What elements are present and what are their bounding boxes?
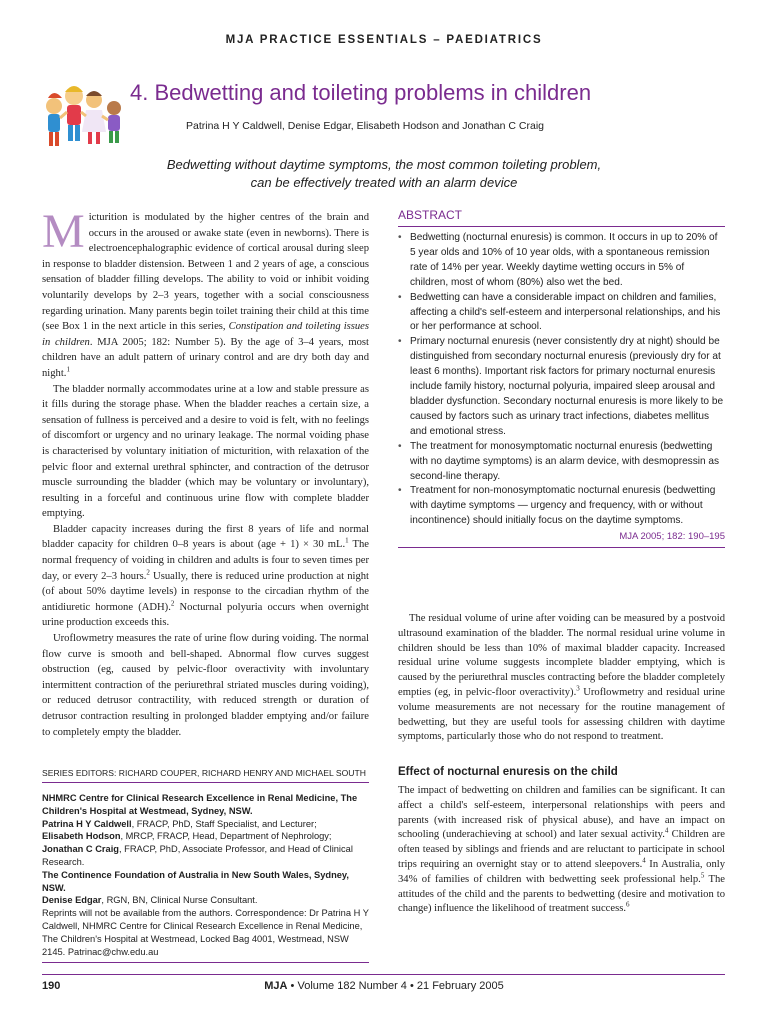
affiliation-author: Elisabeth Hodson, MRCP, FRACP, Head, Department of Nephrology; [42,831,332,842]
footer-rule [42,974,725,975]
body-paragraph: Micturition is modulated by the higher centres of the brain and occurs in the aroused or awake state (even in newborns). There is electroencephalographic evidence of cortical arousal during sleep in response to bladder distension. Between 1 and 2 years of age, a conscious sensation of bladder filling develops. The ability to void or inhibit voiding voluntarily develops by 2–3 years, together with a social consciousness regarding urination. Many parents begin toilet training their child at this time (see Box 1 in the next article in this series, Constipation and toileting issues in children. MJA 2005; 182: Number 5). By the age of 3–4 years, most children have an adult pattern of urinary control and are dry both day and night.$^1$ [42,205,369,379]
running-header: MJA PRACTICE ESSENTIALS – PAEDIATRICS [225,34,543,46]
body-paragraph: Uroflowmetry measures the rate of urine flow during voiding. The normal flow curve is smooth and bell-shaped. Abnormal flow curves suggest obstruction (eg, caused by pelvic-floor overactivity with involuntary intermittent contraction of the periurethral striated muscles during voiding), or reduced detrusor contractility, with reduced strength or duration of detrusor contraction resulting in prolonged bladder emptying and/or failure to completely empty the bladder. [42,633,369,738]
abstract-list [398,231,725,529]
section-heading: Effect of nocturnal enuresis on the child [398,766,618,779]
correspondence: Reprints will not be available from the authors. Correspondence: Dr Patrina H Y Caldwell, NHMRC Centre for Clinical Research Excellence in Renal Medicine, The Children's Hospital at Westmead, Locked Bag 4001, Westmead, NSW 2145. Patrinac@chw.edu.au [42,908,369,957]
abstract-item: • Bedwetting can have a considerable impact on children and families, affecting a child's self-esteem and interpersonal relationships, and his or her performance at school. [398,291,725,336]
article-title: 4. Bedwetting and toileting problems in children [130,80,592,105]
left-column-body [42,205,370,740]
author-list: Patrina H Y Caldwell, Denise Edgar, Elisabeth Hodson and Jonathan C Craig [186,120,544,132]
abstract-item: • The treatment for monosymptomatic nocturnal enuresis (bedwetting with no daytime symptoms) is an alarm device, with desmopressin as second-line therapy. [398,440,725,485]
abstract-item: • Bedwetting (nocturnal enuresis) is common. It occurs in up to 20% of 5 year olds and 10% of 10 year olds, with a spontaneous remission rate of 14% per year. Weekly daytime wetting occurs in 5% of children, most of whom (80%) also wet the bed. [398,231,725,291]
children-holding-hands-icon [40,80,126,152]
article-subtitle [0,156,768,192]
journal-citation: MJA • Volume 182 Number 4 • 21 February 2005 [264,980,504,992]
author-affiliations [42,792,369,963]
body-paragraph: The impact of bedwetting on children and families can be significant. It can affect a child's self-esteem, interpersonal relationships with peers and parents (with increased risk of physical abuse), and have an impact on schooling (underachieving at school) and later sexual activity.$^4$ Children are often teased by siblings and friends and are reluctant to participate in school trips requiring an overnight stay or to attend sleepovers.$^4$ In Australia, only 34% of families of children with bedwetting seek professional help.$^5$ The attitudes of the child and the parents to bedwetting (desire and motivation to change) influence the likelihood of treatment success.$^6$ [398,784,725,915]
body-paragraph: The bladder normally accommodates urine at a low and stable pressure as it fills during the storage phase. When the bladder reaches a certain size, a sensation of fullness is perceived and a desire to void is felt, with no feelings of discomfort or urgency and no urinary leakage. The normal voiding phase is characterised by voluntary initiation of micturition, with relaxation of the pelvic floor and external urethral sphincter, and contraction of the detrusor muscle surrounding the bladder (which may be voluntary or involuntary), resulting in a forceful and continuous urine flow with complete bladder emptying. [42,383,369,520]
series-editors: SERIES EDITORS: RICHARD COUPER, RICHARD HENRY AND MICHAEL SOUTH [42,768,369,783]
affiliation-author: Jonathan C Craig, FRACP, PhD, Associate Professor, and Head of Clinical Research. [42,844,353,867]
affiliation-author: Patrina H Y Caldwell, FRACP, PhD, Staff Specialist, and Lecturer; [42,818,317,829]
body-paragraph: Bladder capacity increases during the first 8 years of life and normal bladder capacity for children 0–8 years is about (age + 1) × 30 mL.$^1$ The normal frequency of voiding in children and adults is four to seven times per day, or every 2–3 hours.$^2$ Usually, there is reduced urine production at night (of about 50% daytime levels) in response to the circadian rhythm of the antidiuretic hormone (ADH).$^2$ Nocturnal polyuria occurs when overnight urine production exceeds this. [42,523,370,629]
drop-cap: M [42,205,85,258]
page-number: 190 [42,980,61,992]
subtitle-line: can be effectively treated with an alarm device [250,175,518,190]
affiliation-institution: NHMRC Centre for Clinical Research Excellence in Renal Medicine, The Children's Hospital at Westmead, Sydney, NSW. [42,793,358,816]
affiliation-institution: The Continence Foundation of Australia in New South Wales, Sydney, NSW. [42,869,349,893]
abstract-item: • Primary nocturnal enuresis (never consistently dry at night) should be distinguished from secondary nocturnal enuresis (previously dry for at least 6 months). Important risk factors for primary nocturnal enuresis include family history, nocturnal polyuria, impaired sleep arousal and bladder dysfunction. Secondary nocturnal enuresis is more likely to be caused by factors such as urinary tract infections, diabetes mellitus and emotional stress. [398,335,725,439]
abstract-title: ABSTRACT [398,208,725,227]
affiliation-author: Denise Edgar, RGN, BN, Clinical Nurse Consultant. [42,895,258,906]
subtitle-line: Bedwetting without daytime symptoms, the most common toileting problem, [166,157,602,172]
abstract-citation: MJA 2005; 182: 190–195 [398,531,725,548]
right-column-body [398,612,725,917]
abstract-box [398,208,725,548]
abstract-item: • Treatment for non-monosymptomatic nocturnal enuresis (bedwetting with daytime symptoms — urgency and frequency, with or without incontinence) should initially focus on the daytime symptoms. [398,484,725,529]
body-paragraph: The residual volume of urine after voiding can be measured by a postvoid ultrasound examination of the bladder. The normal residual urine volume in children should be less than 10% of maximal bladder capacity. Increased residual urine volume suggests incomplete bladder emptying, which is caused by the periurethral muscles contracting before the bladder completely empties (eg, in pelvic-floor overactivity).$^3$ Uroflowmetry and residual urine volume measurements are not necessary for the routine management of bedwetting, but they are useful tools for assessing children with daytime symptoms, particularly those who do not respond to treatment. [398,613,725,743]
